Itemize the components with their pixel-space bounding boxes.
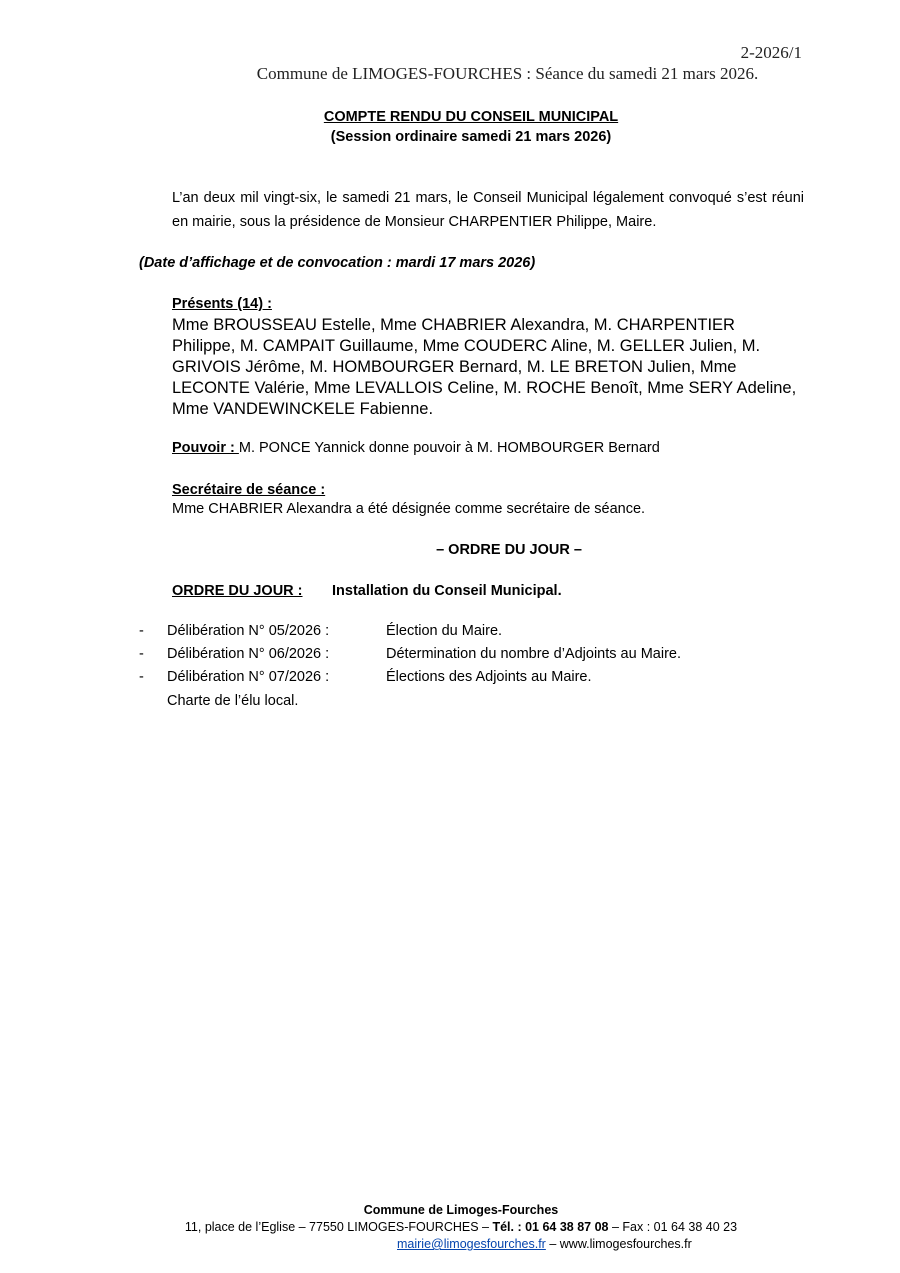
deliberation-description: Élection du Maire. — [386, 623, 503, 639]
footer-commune-name: Commune de Limoges-Fourches — [363, 1203, 559, 1217]
ordre-du-jour-value: Installation du Conseil Municipal. — [332, 583, 562, 599]
pouvoir-line — [172, 440, 660, 456]
ordre-du-jour-label: ORDRE DU JOUR : — [172, 583, 303, 599]
commune-header: Commune de LIMOGES-FOURCHES : Séance du samedi 21 mars 2026. — [256, 64, 759, 83]
list-dash: - — [139, 646, 144, 662]
title-line-1: COMPTE RENDU DU CONSEIL MUNICIPAL — [323, 109, 619, 125]
deliberation-description: Détermination du nombre d’Adjoints au Maire. — [386, 646, 681, 662]
document-title — [0, 107, 900, 147]
secretaire-text: Mme CHABRIER Alexandra a été désignée comme secrétaire de séance. — [172, 501, 646, 517]
footer-address: 11, place de l’Eglise – 77550 LIMOGES-FOURCHES – — [184, 1220, 493, 1234]
deliberation-description: Élections des Adjoints au Maire. — [386, 669, 592, 685]
footer-email-link[interactable]: mairie@limogesfourches.fr — [397, 1237, 546, 1251]
footer-fax: – Fax : 01 64 38 40 23 — [608, 1220, 738, 1234]
footer-separator: – — [545, 1237, 560, 1251]
footer-website: www.limogesfourches.fr — [559, 1237, 692, 1251]
list-dash: - — [139, 669, 144, 685]
presents-names: Mme BROUSSEAU Estelle, Mme CHABRIER Alexandra, M. CHARPENTIER Philippe, M. CAMPAIT Guillaume, Mme COUDERC Aline, M. GELLER Julien, M. GRIVOIS Jérôme, M. HOMBOURGER Bernard, M. LE BRETON Julien, Mme LECONTE Valérie, Mme LEVALLOIS Celine, M. ROCHE Benoît, Mme SERY Adeline, Mme VANDEWINCKELE Fabienne. — [172, 316, 797, 418]
presents-label: Présents (14) : — [172, 296, 272, 312]
footer-address-line — [0, 1220, 900, 1234]
deliberation-number: Délibération N° 07/2026 : — [167, 669, 330, 685]
charte-item: Charte de l’élu local. — [167, 693, 299, 709]
deliberation-number: Délibération N° 05/2026 : — [167, 623, 330, 639]
ordre-du-jour-heading: – ORDRE DU JOUR – — [436, 542, 582, 558]
deliberation-number: Délibération N° 06/2026 : — [167, 646, 330, 662]
date-affichage: (Date d’affichage et de convocation : mardi 17 mars 2026) — [139, 255, 536, 271]
intro-paragraph: L’an deux mil vingt-six, le samedi 21 mars, le Conseil Municipal légalement convoqué s’est réuni en mairie, sous la présidence de Monsieur CHARPENTIER Philippe, Maire. — [172, 190, 804, 230]
list-dash: - — [139, 623, 144, 639]
secretaire-label: Secrétaire de séance : — [172, 482, 326, 498]
footer-telephone: Tél. : 01 64 38 87 08 — [492, 1220, 609, 1234]
pouvoir-text: M. PONCE Yannick donne pouvoir à M. HOMBOURGER Bernard — [238, 440, 660, 456]
pouvoir-label: Pouvoir : — [172, 440, 239, 456]
footer-web-line — [397, 1237, 692, 1251]
title-line-2: (Session ordinaire samedi 21 mars 2026) — [330, 129, 612, 145]
page-reference: 2-2026/1 — [740, 43, 802, 62]
